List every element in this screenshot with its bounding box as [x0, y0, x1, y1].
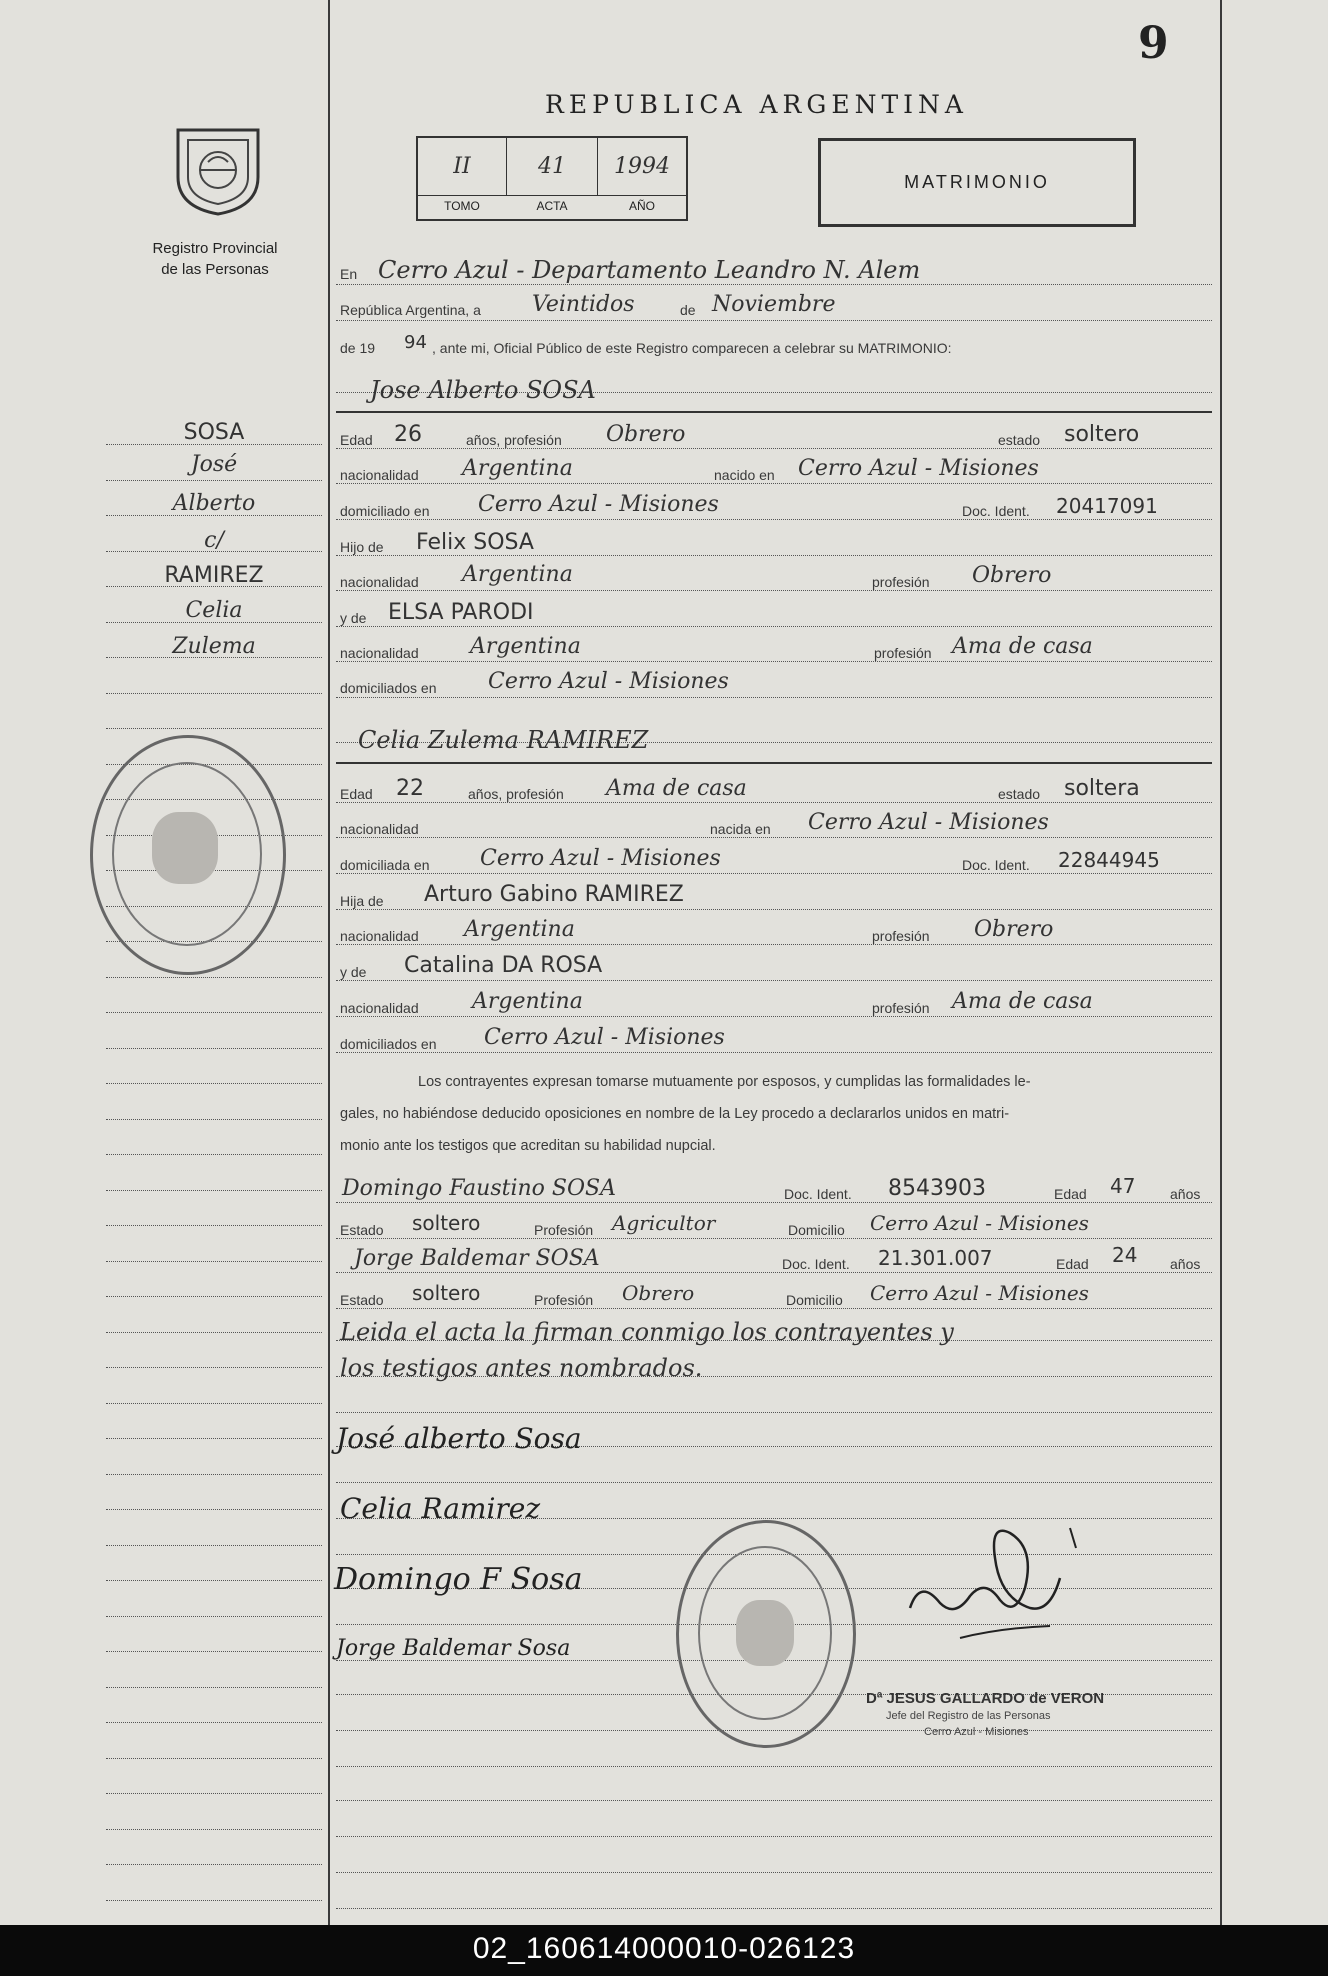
- profesion-label: profesión: [872, 928, 930, 944]
- margin-rule-line: [106, 1900, 322, 1901]
- margin-rule-line: [106, 1829, 322, 1830]
- bride-parents-domicile: Cerro Azul - Misiones: [484, 1025, 725, 1050]
- form-rule-line: [336, 590, 1212, 591]
- groom-birthplace: Cerro Azul - Misiones: [798, 456, 1039, 481]
- profesion-label: Profesión: [534, 1292, 594, 1308]
- margin-rule-line: [106, 1296, 322, 1297]
- witness-2-status: soltero: [412, 1281, 481, 1305]
- form-rule-line: [336, 944, 1212, 945]
- form-rule-line: [336, 483, 1212, 484]
- witness-2-domicile: Cerro Azul - Misiones: [870, 1281, 1089, 1305]
- doc-label: Doc. Ident.: [962, 857, 1030, 873]
- domicilio-label: domiciliado en: [340, 503, 430, 519]
- groom-profession: Obrero: [606, 422, 686, 447]
- tomo-label: TOMO: [444, 199, 480, 213]
- form-rule-line: [336, 1308, 1212, 1309]
- form-rule-line: [336, 980, 1212, 981]
- domiciliados-label: domiciliados en: [340, 1036, 437, 1052]
- body-text-line: Los contrayentes expresan tomarse mutuamente por esposos, y cumplidas las formalidades le-: [418, 1074, 1031, 1090]
- form-rule-line: [336, 1766, 1212, 1767]
- witness-1-age: 47: [1110, 1174, 1136, 1198]
- domicilio-label: domiciliada en: [340, 857, 430, 873]
- form-rule-line: [336, 555, 1212, 556]
- form-rule-line: [336, 519, 1212, 520]
- groom-name: Jose Alberto SOSA: [370, 376, 596, 404]
- groom-doc: 20417091: [1056, 494, 1158, 518]
- witness-1-status: soltero: [412, 1211, 481, 1235]
- republica-label: República Argentina, a: [340, 302, 481, 318]
- groom-father-nationality: Argentina: [462, 562, 573, 587]
- estado-label: Estado: [340, 1222, 384, 1238]
- groom-mother-profession: Ama de casa: [952, 634, 1093, 659]
- de-label: de: [680, 302, 696, 318]
- bride-mother-profession: Ama de casa: [952, 989, 1093, 1014]
- form-rule-line: [336, 1482, 1212, 1483]
- form-rule-line: [336, 1202, 1212, 1203]
- margin-rule-line: [106, 1545, 322, 1546]
- form-rule-line: [336, 873, 1212, 874]
- witness-2-name: Jorge Baldemar SOSA: [354, 1246, 600, 1271]
- profesion-label: Profesión: [534, 1222, 594, 1238]
- year-suffix: 94: [404, 332, 427, 353]
- edad-label: Edad: [1056, 1256, 1089, 1272]
- domicilio-label: Domicilio: [788, 1222, 845, 1238]
- anios-label: años: [1170, 1186, 1201, 1202]
- bride-mother: Catalina DA ROSA: [404, 953, 603, 978]
- bride-status: soltera: [1064, 776, 1140, 801]
- signature-bride: Celia Ramirez: [340, 1492, 541, 1525]
- margin-rule-line: [106, 1438, 322, 1439]
- form-rule-line: [336, 284, 1212, 285]
- body-text-line: monio ante los testigos que acreditan su habilidad nupcial.: [340, 1138, 716, 1154]
- groom-parents-domicile: Cerro Azul - Misiones: [488, 669, 729, 694]
- groom-father-profession: Obrero: [972, 563, 1052, 588]
- bride-mother-nationality: Argentina: [472, 989, 583, 1014]
- witness-1-domicile: Cerro Azul - Misiones: [870, 1211, 1089, 1235]
- profesion-label: profesión: [874, 645, 932, 661]
- marriage-place: Cerro Azul - Departamento Leandro N. Alem: [378, 256, 921, 284]
- form-rule-line: [336, 697, 1212, 698]
- form-rule-line: [336, 1052, 1212, 1053]
- domicilio-label: Domicilio: [786, 1292, 843, 1308]
- bride-doc: 22844945: [1058, 848, 1160, 872]
- registry-name: Registro Provincial de las Personas: [152, 240, 278, 278]
- margin-rule-line: [106, 728, 322, 729]
- bride-age: 22: [396, 776, 424, 801]
- acta-label: ACTA: [536, 199, 568, 213]
- witness-2-doc: 21.301.007: [878, 1246, 993, 1270]
- anios-label: años, profesión: [468, 786, 564, 802]
- margin-rule-line: [106, 1403, 322, 1404]
- groom-domicile: Cerro Azul - Misiones: [478, 492, 719, 517]
- form-rule-line: [336, 661, 1212, 662]
- margin-rule-line: [106, 1367, 322, 1368]
- margin-rule-line: [106, 1119, 322, 1120]
- profesion-label: profesión: [872, 574, 930, 590]
- marriage-day: Veintidos: [532, 292, 635, 317]
- yde-label: y de: [340, 964, 367, 980]
- margin-name: RAMIREZ: [164, 563, 264, 588]
- scan-filename: 02_160614000010-026123: [472, 1932, 856, 1965]
- section-divider: [336, 762, 1212, 764]
- anios-label: años: [1170, 1256, 1201, 1272]
- official-signature: [900, 1508, 1090, 1648]
- anio-label: AÑO: [628, 199, 655, 213]
- nacida-label: nacida en: [710, 821, 771, 837]
- hijo-label: Hijo de: [340, 539, 384, 555]
- form-rule-line: [336, 448, 1212, 449]
- form-rule-line: [336, 320, 1212, 321]
- closing-note-line: los testigos antes nombrados.: [340, 1354, 703, 1382]
- bride-name: Celia Zulema RAMIREZ: [358, 726, 649, 754]
- witness-1-name: Domingo Faustino SOSA: [342, 1176, 616, 1201]
- groom-father: Felix SOSA: [416, 530, 534, 555]
- marriage-month: Noviembre: [712, 292, 836, 317]
- margin-rule-line: [106, 1012, 322, 1013]
- right-edge-rule: [1220, 0, 1222, 1925]
- form-rule-line: [336, 1238, 1212, 1239]
- margin-rule-line: [106, 977, 322, 978]
- margin-rule-line: [106, 1722, 322, 1723]
- nacionalidad-label: nacionalidad: [340, 574, 419, 590]
- margin-name: Alberto: [172, 491, 256, 516]
- nacido-label: nacido en: [714, 467, 775, 483]
- form-rule-line: [336, 1272, 1212, 1273]
- form-rule-line: [336, 837, 1212, 838]
- nacionalidad-label: nacionalidad: [340, 645, 419, 661]
- bride-profession: Ama de casa: [606, 776, 747, 801]
- registry-seal-icon: [168, 122, 268, 218]
- closing-note-line: Leida el acta la firman conmigo los contrayentes y: [340, 1318, 954, 1346]
- left-margin-rule: [328, 0, 330, 1925]
- form-rule-line: [336, 802, 1212, 803]
- groom-age: 26: [394, 422, 422, 447]
- signature-witness-2: Jorge Baldemar Sosa: [336, 1636, 571, 1661]
- doc-label: Doc. Ident.: [784, 1186, 852, 1202]
- official-place: Cerro Azul - Misiones: [924, 1726, 1029, 1738]
- intro-statement: , ante mi, Oficial Público de este Registro comparecen a celebrar su MATRIMONIO:: [432, 340, 952, 356]
- bride-father-nationality: Argentina: [464, 917, 575, 942]
- edad-label: Edad: [1054, 1186, 1087, 1202]
- form-rule-line: [336, 1800, 1212, 1801]
- form-rule-line: [336, 1872, 1212, 1873]
- doc-label: Doc. Ident.: [962, 503, 1030, 519]
- record-id-box: [416, 136, 688, 221]
- doc-type-box: [818, 138, 1136, 227]
- margin-name: c/: [204, 528, 224, 553]
- margin-rule-line: [106, 1154, 322, 1155]
- section-divider: [336, 411, 1212, 413]
- margin-name: Zulema: [172, 634, 256, 659]
- margin-rule-line: [106, 1225, 322, 1226]
- estado-label: estado: [998, 432, 1041, 448]
- margin-rule-line: [106, 1332, 322, 1333]
- page-number: 9: [1138, 18, 1169, 69]
- margin-rule-line: [106, 1793, 322, 1794]
- bride-father-profession: Obrero: [974, 917, 1054, 942]
- form-rule-line: [336, 1908, 1212, 1909]
- form-rule-line: [336, 1016, 1212, 1017]
- margin-rule-line: [106, 1758, 322, 1759]
- signature-groom: José alberto Sosa: [336, 1422, 582, 1455]
- margin-rule-line: [106, 1048, 322, 1049]
- margin-rule-line: [106, 693, 322, 694]
- margin-rule-line: [106, 1687, 322, 1688]
- stamp-emblem-icon: [736, 1600, 794, 1666]
- official-title: Jefe del Registro de las Personas: [886, 1710, 1051, 1722]
- body-text-line: gales, no habiéndose deducido oposiciones en nombre de la Ley procedo a declararlos unidos en matri-: [340, 1106, 1010, 1122]
- yde-label: y de: [340, 610, 367, 626]
- form-rule-line: [336, 626, 1212, 627]
- anio-value: 1994: [614, 154, 670, 179]
- margin-rule-line: [106, 1190, 322, 1191]
- witness-2-profession: Obrero: [622, 1281, 695, 1305]
- groom-mother-nationality: Argentina: [470, 634, 581, 659]
- margin-rule-line: [106, 1474, 322, 1475]
- margin-rule-line: [106, 480, 322, 481]
- bride-domicile: Cerro Azul - Misiones: [480, 846, 721, 871]
- form-rule-line: [336, 1836, 1212, 1837]
- groom-status: soltero: [1064, 422, 1140, 447]
- hija-label: Hija de: [340, 893, 384, 909]
- groom-nationality: Argentina: [462, 456, 573, 481]
- witness-1-doc: 8543903: [888, 1176, 986, 1201]
- acta-value: 41: [538, 154, 566, 179]
- margin-rule-line: [106, 1083, 322, 1084]
- stamp-emblem-icon: [152, 812, 218, 884]
- nacionalidad-label: nacionalidad: [340, 1000, 419, 1016]
- margin-name: Celia: [185, 598, 243, 623]
- bride-father: Arturo Gabino RAMIREZ: [424, 882, 684, 907]
- signature-witness-1: Domingo F Sosa: [334, 1562, 583, 1597]
- margin-rule-line: [106, 1616, 322, 1617]
- form-rule-line: [336, 909, 1212, 910]
- en-label: En: [340, 266, 358, 282]
- witness-1-profession: Agricultor: [612, 1211, 716, 1235]
- estado-label: estado: [998, 786, 1041, 802]
- margin-rule-line: [106, 1509, 322, 1510]
- witness-2-age: 24: [1112, 1243, 1138, 1267]
- margin-rule-line: [106, 1864, 322, 1865]
- bride-birthplace: Cerro Azul - Misiones: [808, 810, 1049, 835]
- doc-label: Doc. Ident.: [782, 1256, 850, 1272]
- anios-label: años, profesión: [466, 432, 562, 448]
- margin-name: José: [190, 452, 238, 477]
- margin-rule-line: [106, 1651, 322, 1652]
- form-rule-line: [336, 1412, 1212, 1413]
- estado-label: Estado: [340, 1292, 384, 1308]
- groom-mother: ELSA PARODI: [388, 600, 534, 625]
- page-title: REPUBLICA ARGENTINA: [545, 90, 968, 119]
- margin-name: SOSA: [183, 420, 245, 445]
- nacionalidad-label: nacionalidad: [340, 821, 419, 837]
- edad-label: Edad: [340, 432, 373, 448]
- edad-label: Edad: [340, 786, 373, 802]
- domiciliados-label: domiciliados en: [340, 680, 437, 696]
- nacionalidad-label: nacionalidad: [340, 467, 419, 483]
- nacionalidad-label: nacionalidad: [340, 928, 419, 944]
- doc-type: MATRIMONIO: [904, 172, 1050, 192]
- tomo-value: II: [453, 154, 471, 179]
- margin-rule-line: [106, 1261, 322, 1262]
- official-name: Dª JESUS GALLARDO de VERON: [866, 1690, 1105, 1707]
- margin-rule-line: [106, 1580, 322, 1581]
- profesion-label: profesión: [872, 1000, 930, 1016]
- year-prefix: de 19: [340, 340, 376, 356]
